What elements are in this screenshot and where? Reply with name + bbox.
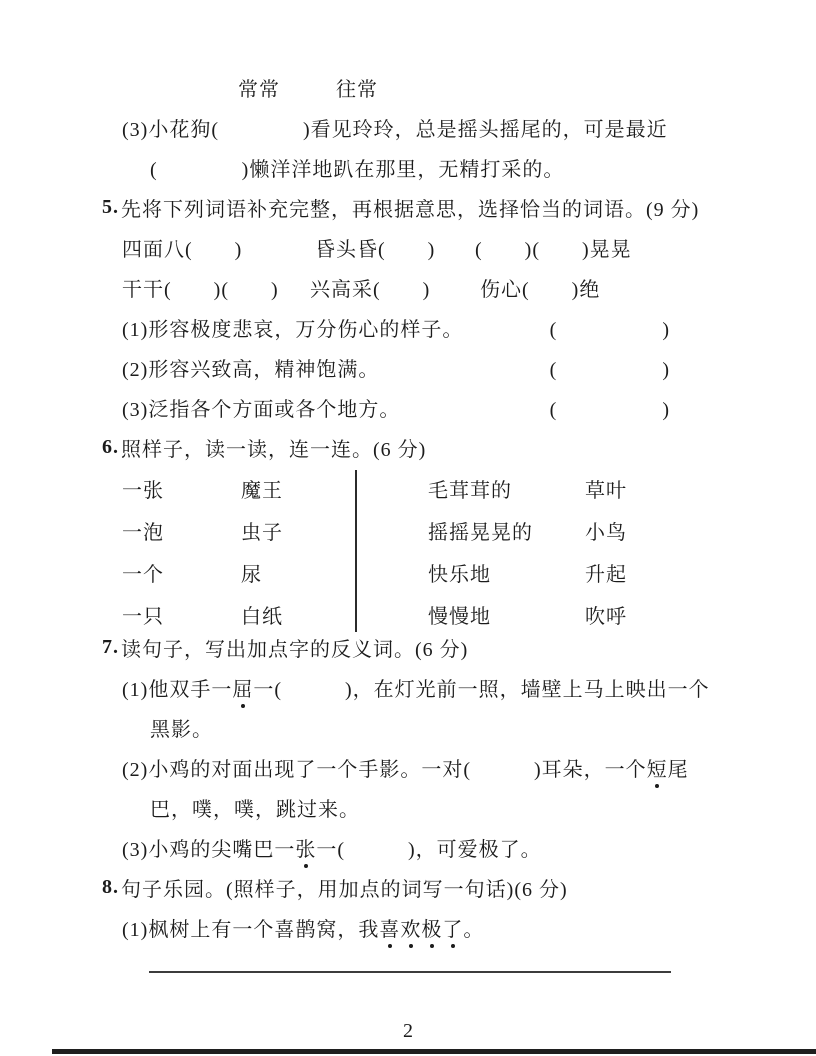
match-cell: 慢慢地: [428, 605, 491, 628]
page-number: 2: [403, 1020, 413, 1042]
q5-definition-3-text: (3)泛指各个方面或各个地方。: [122, 398, 401, 421]
q4-item3-line2: ( )懒洋洋地趴在那里，无精打采的。: [150, 158, 565, 181]
match-cell: 虫子: [241, 521, 283, 544]
match-cell: 一张: [122, 479, 164, 502]
match-cell: 一泡: [122, 521, 164, 544]
answer-writing-line: [149, 971, 671, 973]
question-5-title: [102, 187, 716, 227]
q8-item1-dotted-phrase: 喜欢极了: [379, 913, 463, 942]
q7-item1-line1: [122, 667, 716, 707]
q7-item1-line2: 黑影。: [150, 718, 213, 741]
q7-item1-dotted-char: 屈: [232, 673, 253, 702]
match-table-left-group: [122, 467, 355, 635]
q7-item1-post: 一( )，在灯光前一照，墙壁上马上映出一个: [253, 678, 710, 701]
worksheet-content: [100, 67, 716, 973]
q7-item2-dotted-char: 短: [647, 753, 668, 782]
question-5-text: 先将下列词语补充完整，再根据意思，选择恰当的词语。(9 分): [121, 198, 700, 221]
q7-item3-line1: [122, 827, 716, 867]
match-cell: 摇摇晃晃的: [428, 521, 533, 544]
word-bank-word-1: 常常: [238, 78, 280, 101]
question-6-number: 6.: [102, 435, 119, 458]
question-6-text: 照样子，读一读，连一连。(6 分): [121, 438, 427, 461]
match-cell: 小鸟: [585, 521, 627, 544]
q5-blank-phrase: 干干( )( ): [122, 278, 279, 301]
q8-item1-post: 。: [463, 918, 485, 941]
question-6-title: [102, 427, 716, 467]
match-cell: 吹呼: [585, 605, 627, 628]
match-cell: 一个: [122, 563, 164, 586]
q5-blank-phrase: 兴高采( ): [310, 278, 431, 301]
question-7-text: 读句子，写出加点字的反义词。(6 分): [121, 638, 469, 661]
q7-item2-pre: (2)小鸡的对面出现了一个手影。一对( )耳朵，一个: [122, 758, 647, 781]
q7-item3-post: 一( )，可爱极了。: [316, 838, 542, 861]
q5-blanks-row-1: [122, 227, 716, 267]
match-cell: 白纸: [241, 605, 283, 628]
q4-item3-line1: (3)小花狗( )看见玲玲，总是摇头摇尾的，可是最近: [122, 118, 668, 141]
match-cell: 快乐地: [428, 563, 491, 586]
q5-blank-phrase: 四面八( ): [122, 238, 243, 261]
q7-item3-pre: (3)小鸡的尖嘴巴一: [122, 838, 296, 861]
q7-item2-line2: 巴，噗，噗，跳过来。: [150, 798, 360, 821]
q5-definition-2-text: (2)形容兴致高，精神饱满。: [122, 358, 380, 381]
match-table-right-group: [428, 467, 627, 635]
question-8-title: [102, 867, 716, 907]
question-7-number: 7.: [102, 635, 119, 658]
q8-item1-pre: (1)枫树上有一个喜鹊窝，我: [122, 918, 380, 941]
q5-blank-phrase: ( )( )晃晃: [475, 238, 632, 261]
word-bank: [238, 67, 716, 107]
q5-blank-phrase: 昏头昏( ): [315, 238, 436, 261]
q5-definition-2: [122, 347, 716, 387]
scan-edge-band: [52, 1049, 816, 1054]
match-cell: 一只: [122, 605, 164, 628]
q7-item3-dotted-char: 张: [295, 833, 316, 862]
match-cell: 升起: [585, 563, 627, 586]
q5-definition-1-text: (1)形容极度悲哀，万分伤心的样子。: [122, 318, 464, 341]
match-cell: 尿: [241, 563, 262, 586]
question-8-text: 句子乐园。(照样子，用加点的词写一句话)(6 分): [121, 878, 568, 901]
q7-item1-pre: (1)他双手一: [122, 678, 233, 701]
match-cell: 魔王: [241, 479, 283, 502]
word-bank-word-2: 往常: [336, 78, 378, 101]
q5-blanks-row-2: [122, 267, 716, 307]
q5-definition-2-answer-blank: ( ): [549, 358, 670, 381]
question-5-number: 5.: [102, 195, 119, 218]
q5-definition-1: [122, 307, 716, 347]
q5-definition-3-answer-blank: ( ): [549, 398, 670, 421]
q7-item2-line1: [122, 747, 716, 787]
q5-definition-1-answer-blank: ( ): [549, 318, 670, 341]
match-cell: 毛茸茸的: [428, 479, 512, 502]
match-cell: 草叶: [585, 479, 627, 502]
match-table-divider: [355, 470, 357, 632]
q5-definition-3: [122, 387, 716, 427]
q5-blank-phrase: 伤心( )绝: [480, 278, 601, 301]
q8-item1-line: [122, 907, 716, 947]
question-8-number: 8.: [102, 875, 119, 898]
match-table: [122, 467, 716, 635]
q7-item2-post: 尾: [667, 758, 689, 781]
